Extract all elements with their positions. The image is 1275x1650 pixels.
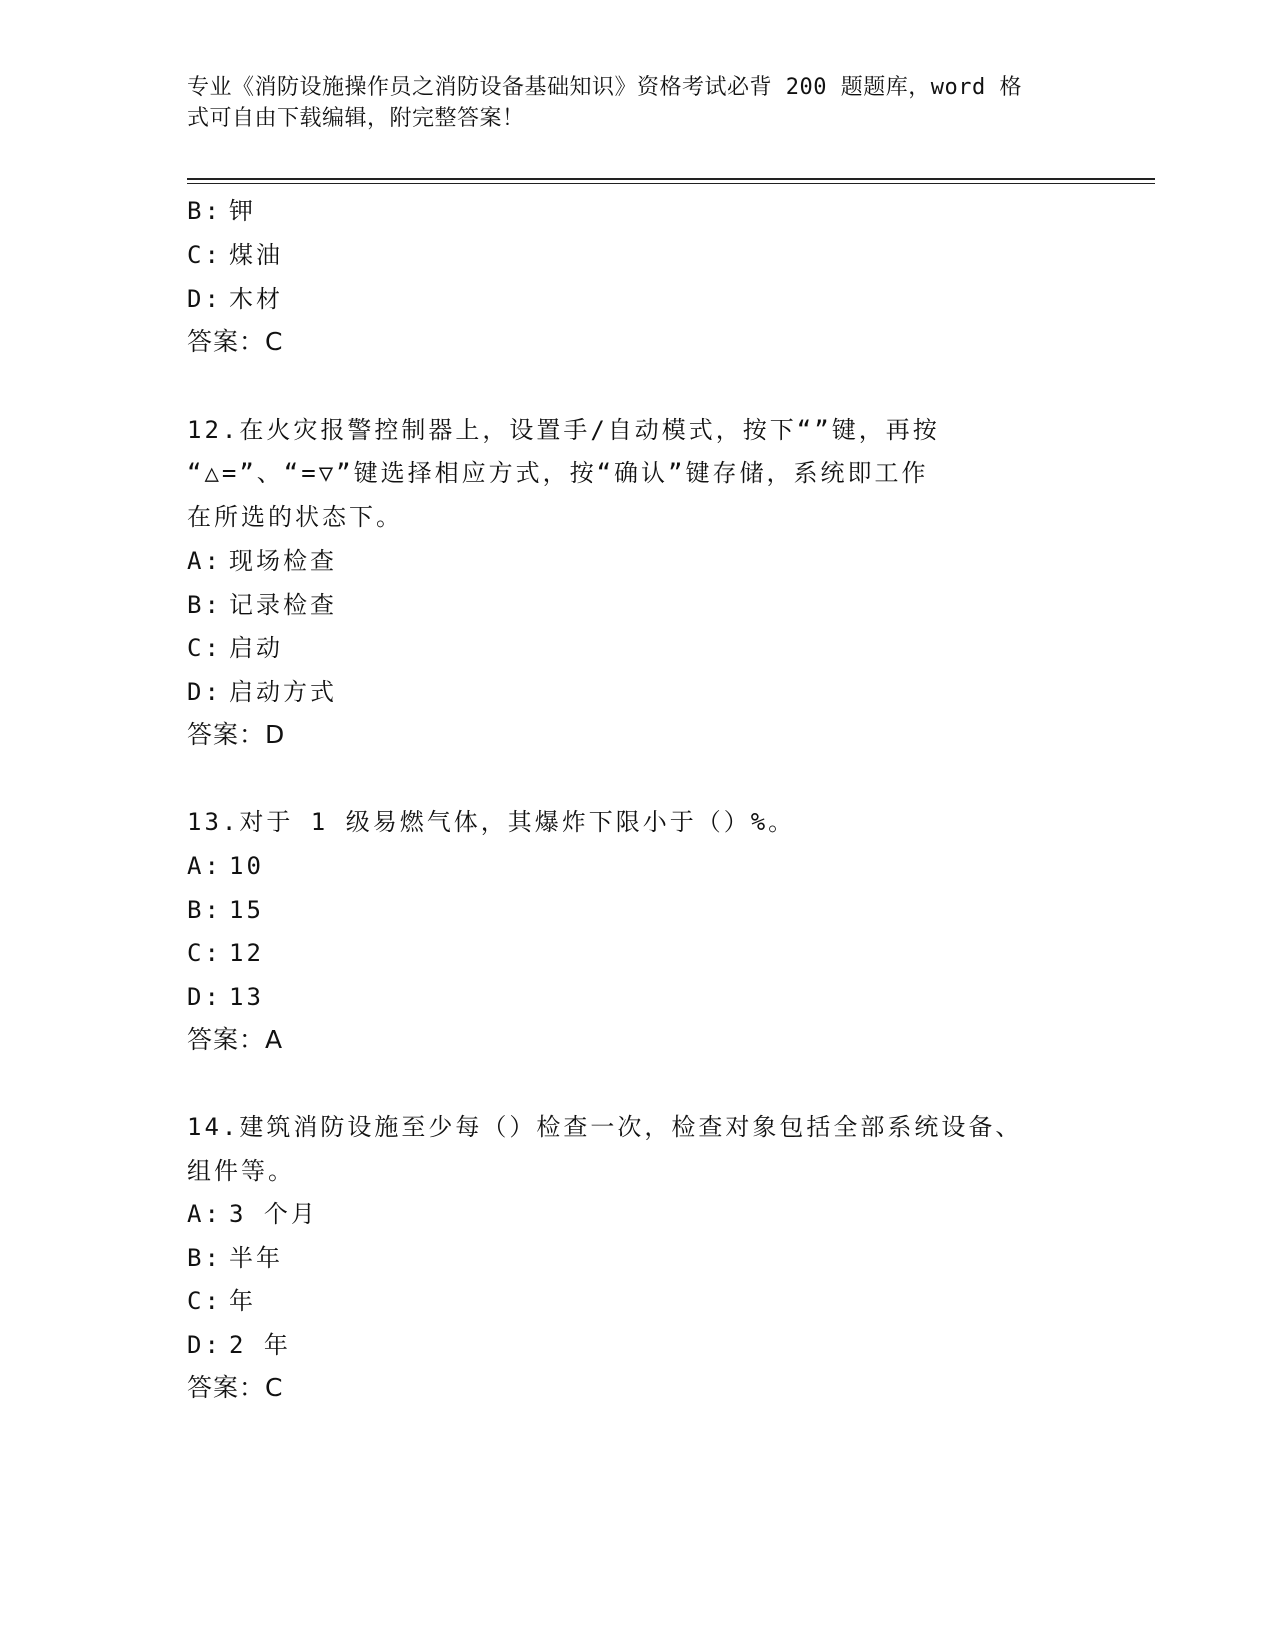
option-key: A: xyxy=(187,547,222,575)
q12-option-b xyxy=(187,590,337,620)
document-header xyxy=(187,72,1067,134)
q12-option-d xyxy=(187,677,337,707)
option-text: 年 xyxy=(229,1287,256,1315)
header-line-2: 式可自由下载编辑，附完整答案！ xyxy=(187,106,525,131)
q11-option-b xyxy=(187,196,256,226)
option-key: D: xyxy=(187,678,222,706)
header-divider-top xyxy=(187,178,1155,180)
option-text: 15 xyxy=(229,896,264,924)
option-key: B: xyxy=(187,896,222,924)
q13-option-a xyxy=(187,851,264,881)
option-key: D: xyxy=(187,983,222,1011)
option-key: A: xyxy=(187,1200,222,1228)
option-text: 12 xyxy=(229,939,264,967)
option-text: 钾 xyxy=(229,197,256,225)
option-text: 木材 xyxy=(229,285,283,313)
q12-stem-line-2: “△=”、“=▽”键选择相应方式，按“确认”键存储，系统即工作 xyxy=(187,459,929,487)
option-text: 3 个月 xyxy=(229,1200,318,1228)
option-key: D: xyxy=(187,285,222,313)
q13-stem-line-1: 13.对于 1 级易燃气体，其爆炸下限小于（）%。 xyxy=(187,808,796,836)
q12-stem-line-3: 在所选的状态下。 xyxy=(187,503,403,531)
q13-option-c xyxy=(187,938,264,968)
option-key: B: xyxy=(187,1244,222,1272)
q14-stem-line-2: 组件等。 xyxy=(187,1157,295,1185)
q14-option-d xyxy=(187,1330,291,1360)
option-text: 半年 xyxy=(229,1244,283,1272)
option-text: 现场检查 xyxy=(229,547,337,575)
q13-answer: 答案：A xyxy=(187,1025,284,1054)
header-divider-bottom xyxy=(187,183,1155,184)
option-text: 记录检查 xyxy=(229,591,337,619)
q11-option-d xyxy=(187,284,283,314)
q12-option-a xyxy=(187,546,337,576)
q12-answer: 答案：D xyxy=(187,720,286,749)
q12-stem-line-1: 12.在火灾报警控制器上，设置手/自动模式，按下“”键，再按 xyxy=(187,416,940,444)
option-text: 煤油 xyxy=(229,241,283,269)
q14-stem-line-1: 14.建筑消防设施至少每（）检查一次，检查对象包括全部系统设备、 xyxy=(187,1113,1023,1141)
q14-option-a xyxy=(187,1199,318,1229)
q13-option-d xyxy=(187,982,264,1012)
option-key: A: xyxy=(187,852,222,880)
option-text: 10 xyxy=(229,852,264,880)
option-text: 启动方式 xyxy=(229,678,337,706)
q11-option-c xyxy=(187,240,283,270)
option-key: C: xyxy=(187,634,222,662)
header-line-1: 专业《消防设施操作员之消防设备基础知识》资格考试必背 200 题题库，word 格 xyxy=(187,75,1022,100)
option-text: 2 年 xyxy=(229,1331,291,1359)
q14-option-c xyxy=(187,1286,256,1316)
q13-option-b xyxy=(187,895,264,925)
q14-option-b xyxy=(187,1243,283,1273)
q14-answer: 答案：C xyxy=(187,1373,284,1402)
option-key: B: xyxy=(187,591,222,619)
option-key: C: xyxy=(187,939,222,967)
option-text: 启动 xyxy=(229,634,283,662)
q11-answer: 答案：C xyxy=(187,327,284,356)
q12-option-c xyxy=(187,633,283,663)
option-key: C: xyxy=(187,1287,222,1315)
option-key: D: xyxy=(187,1331,222,1359)
option-key: C: xyxy=(187,241,222,269)
option-key: B: xyxy=(187,197,222,225)
option-text: 13 xyxy=(229,983,264,1011)
